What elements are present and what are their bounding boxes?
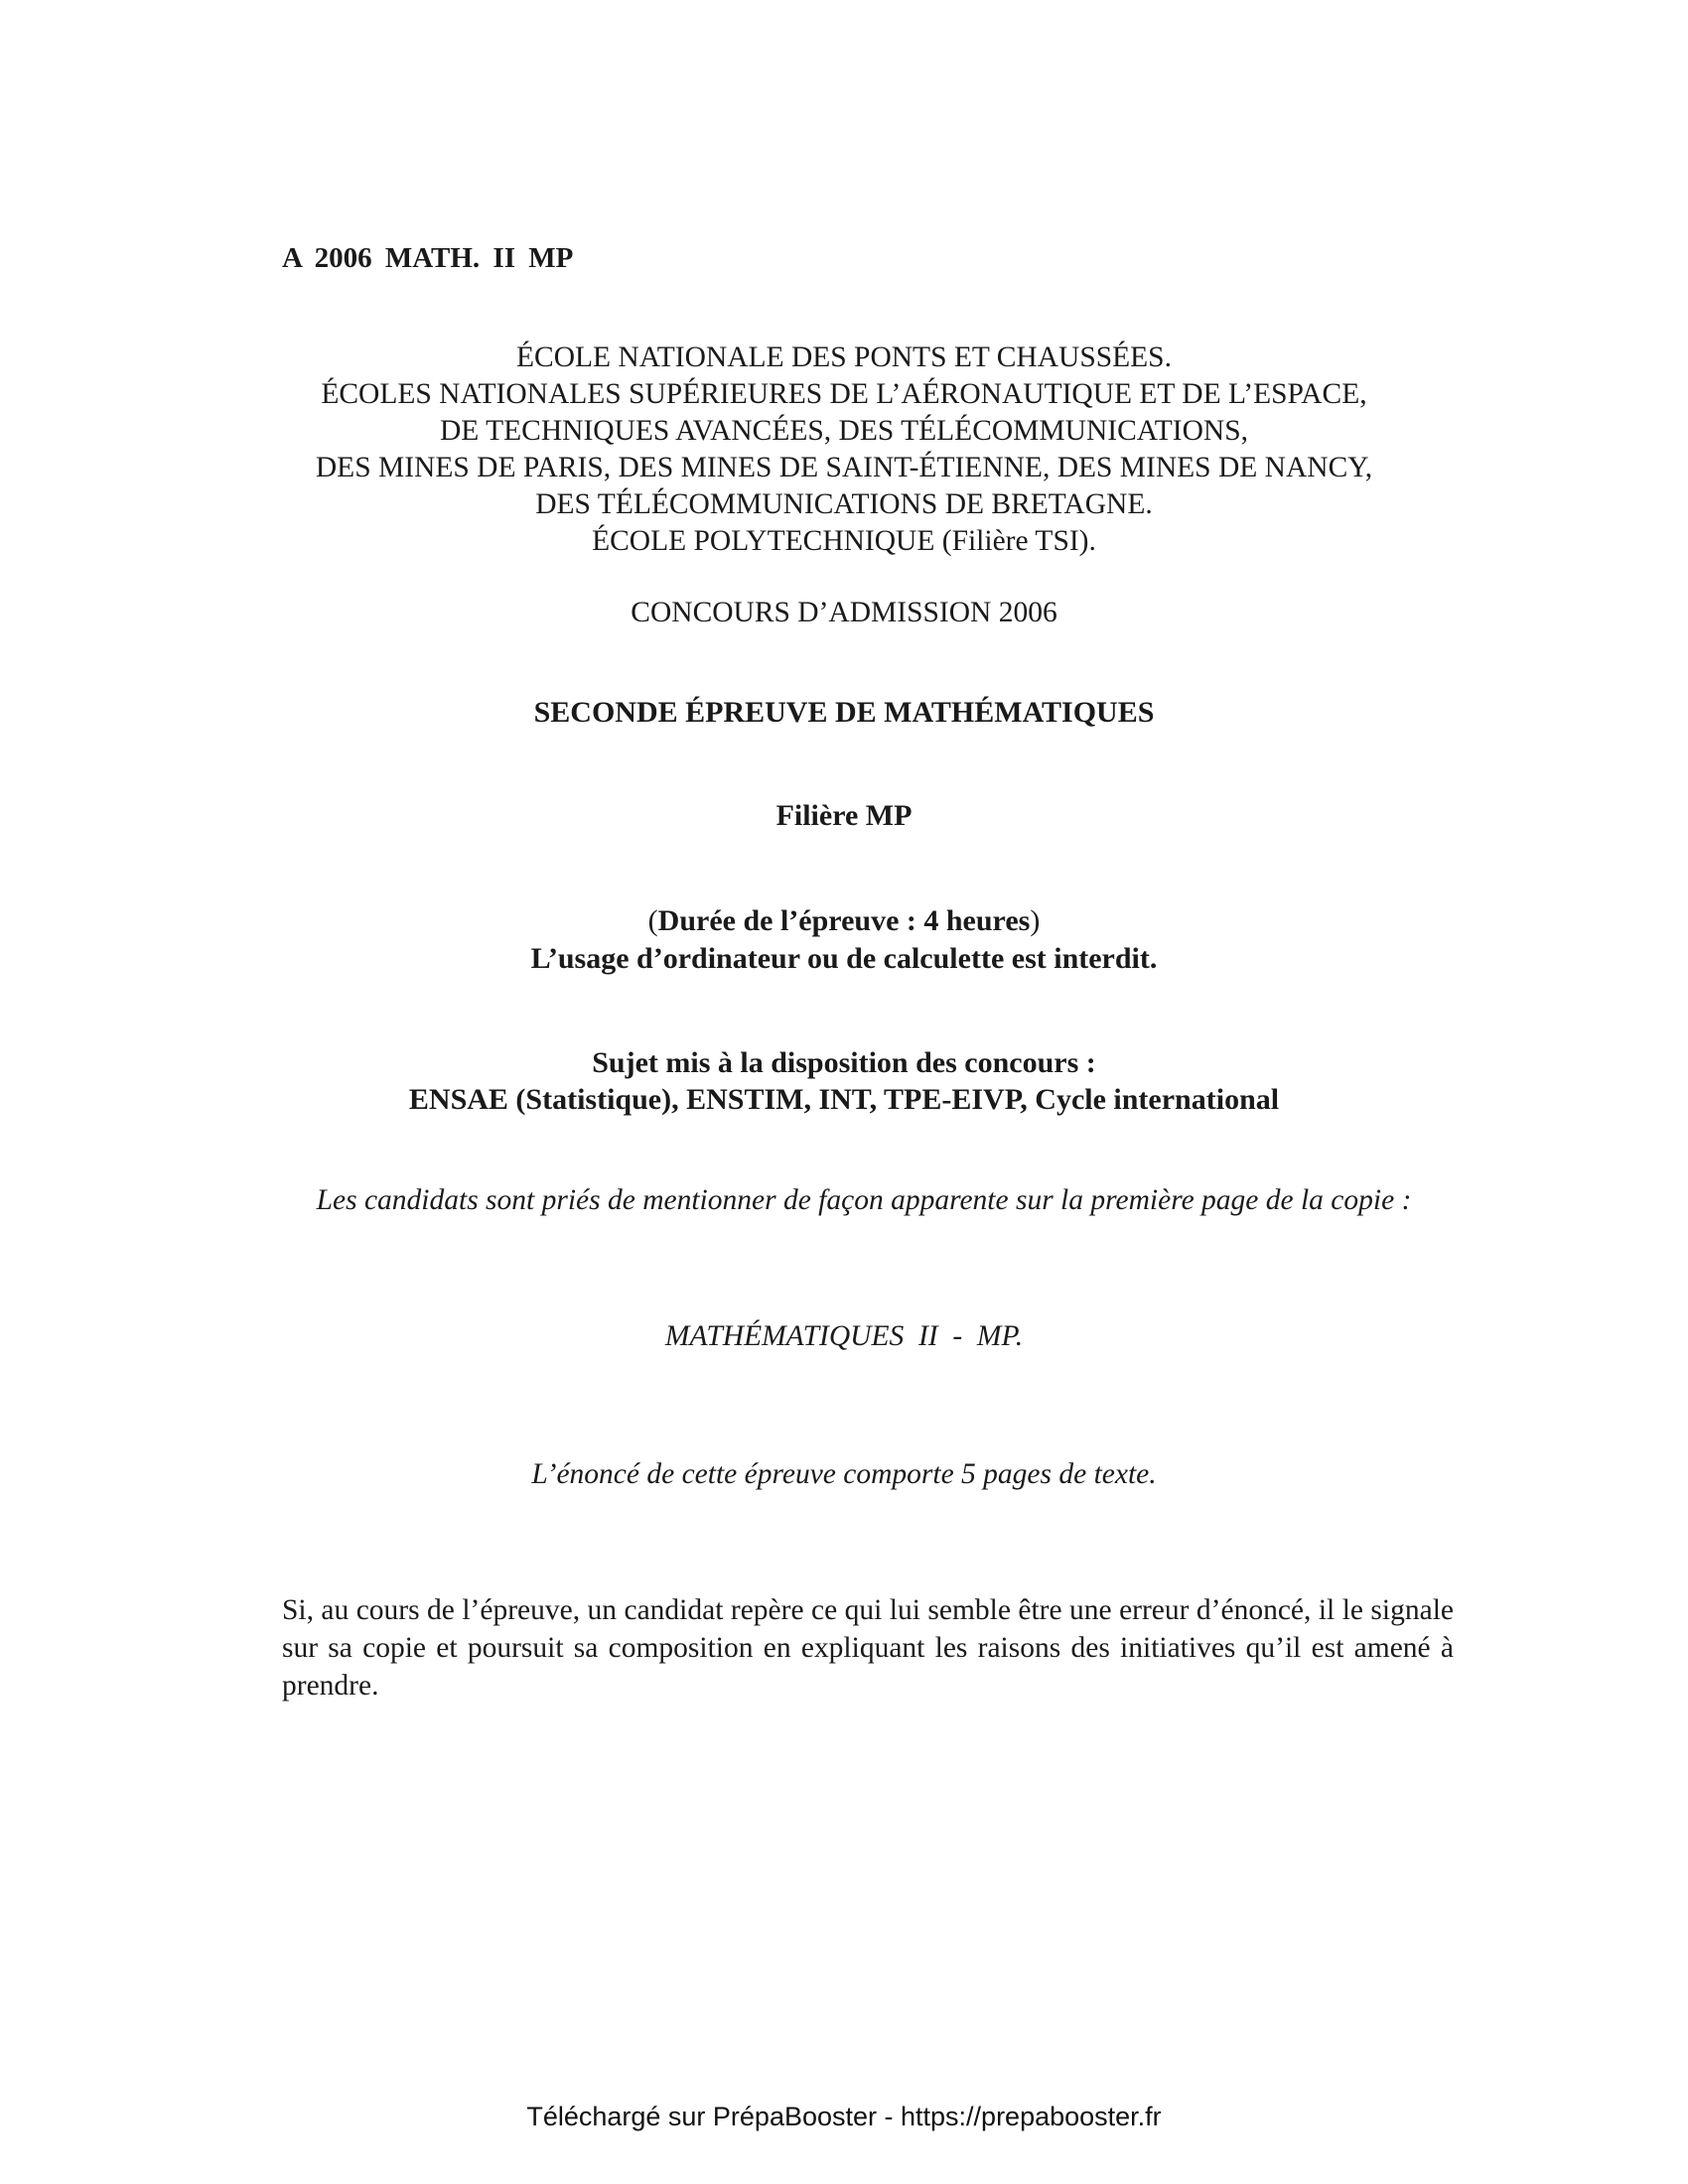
- candidats-instruction: Les candidats sont priés de mentionner de façon apparente sur la première page de la copie :: [316, 1184, 1412, 1216]
- download-footer: Téléchargé sur PrépaBooster - https://prepabooster.fr: [526, 2102, 1162, 2131]
- school-line: ÉCOLES NATIONALES SUPÉRIEURES DE L’AÉRONAUTIQUE ET DE L’ESPACE,: [321, 378, 1367, 410]
- concours-title: CONCOURS D’ADMISSION 2006: [631, 597, 1057, 628]
- erreur-paragraph: Si, au cours de l’épreuve, un candidat repère ce qui lui semble être une erreur d’énoncé, il le signale sur sa copie et poursuit sa composition en expliquant les raisons des initiatives qu’il est amené à prendre.: [282, 1594, 1454, 1702]
- schools-list: [0, 340, 1688, 560]
- pages-note: L’énoncé de cette épreuve comporte 5 pages de texte.: [531, 1458, 1157, 1490]
- school-line: ÉCOLE POLYTECHNIQUE (Filière TSI).: [592, 525, 1096, 557]
- duree-line: [0, 902, 1688, 940]
- school-line: ÉCOLE NATIONALE DES PONTS ET CHAUSSÉES.: [516, 341, 1172, 373]
- school-line: DE TECHNIQUES AVANCÉES, DES TÉLÉCOMMUNICATIONS,: [439, 415, 1249, 447]
- exam-code: A 2006 MATH. II MP: [282, 242, 574, 274]
- sujet-line-2: ENSAE (Statistique), ENSTIM, INT, TPE-EIVP, Cycle international: [408, 1083, 1280, 1116]
- sujet-line-1: Sujet mis à la disposition des concours :: [592, 1046, 1096, 1079]
- school-line: DES TÉLÉCOMMUNICATIONS DE BRETAGNE.: [535, 488, 1153, 520]
- school-line: DES MINES DE PARIS, DES MINES DE SAINT-ÉTIENNE, DES MINES DE NANCY,: [315, 452, 1373, 483]
- close-paren: ): [1030, 904, 1041, 937]
- copy-mention: MATHÉMATIQUES II - MP.: [664, 1320, 1024, 1352]
- usage-line: L’usage d’ordinateur ou de calculette est interdit.: [530, 942, 1158, 975]
- duree-block: [0, 902, 1688, 978]
- epreuve-title: SECONDE ÉPREUVE DE MATHÉMATIQUES: [533, 696, 1155, 729]
- open-paren: (: [647, 904, 658, 937]
- duree-text: Durée de l’épreuve : 4 heures: [657, 904, 1031, 937]
- filiere-label: Filière MP: [775, 799, 913, 832]
- sujet-block: [0, 1044, 1688, 1118]
